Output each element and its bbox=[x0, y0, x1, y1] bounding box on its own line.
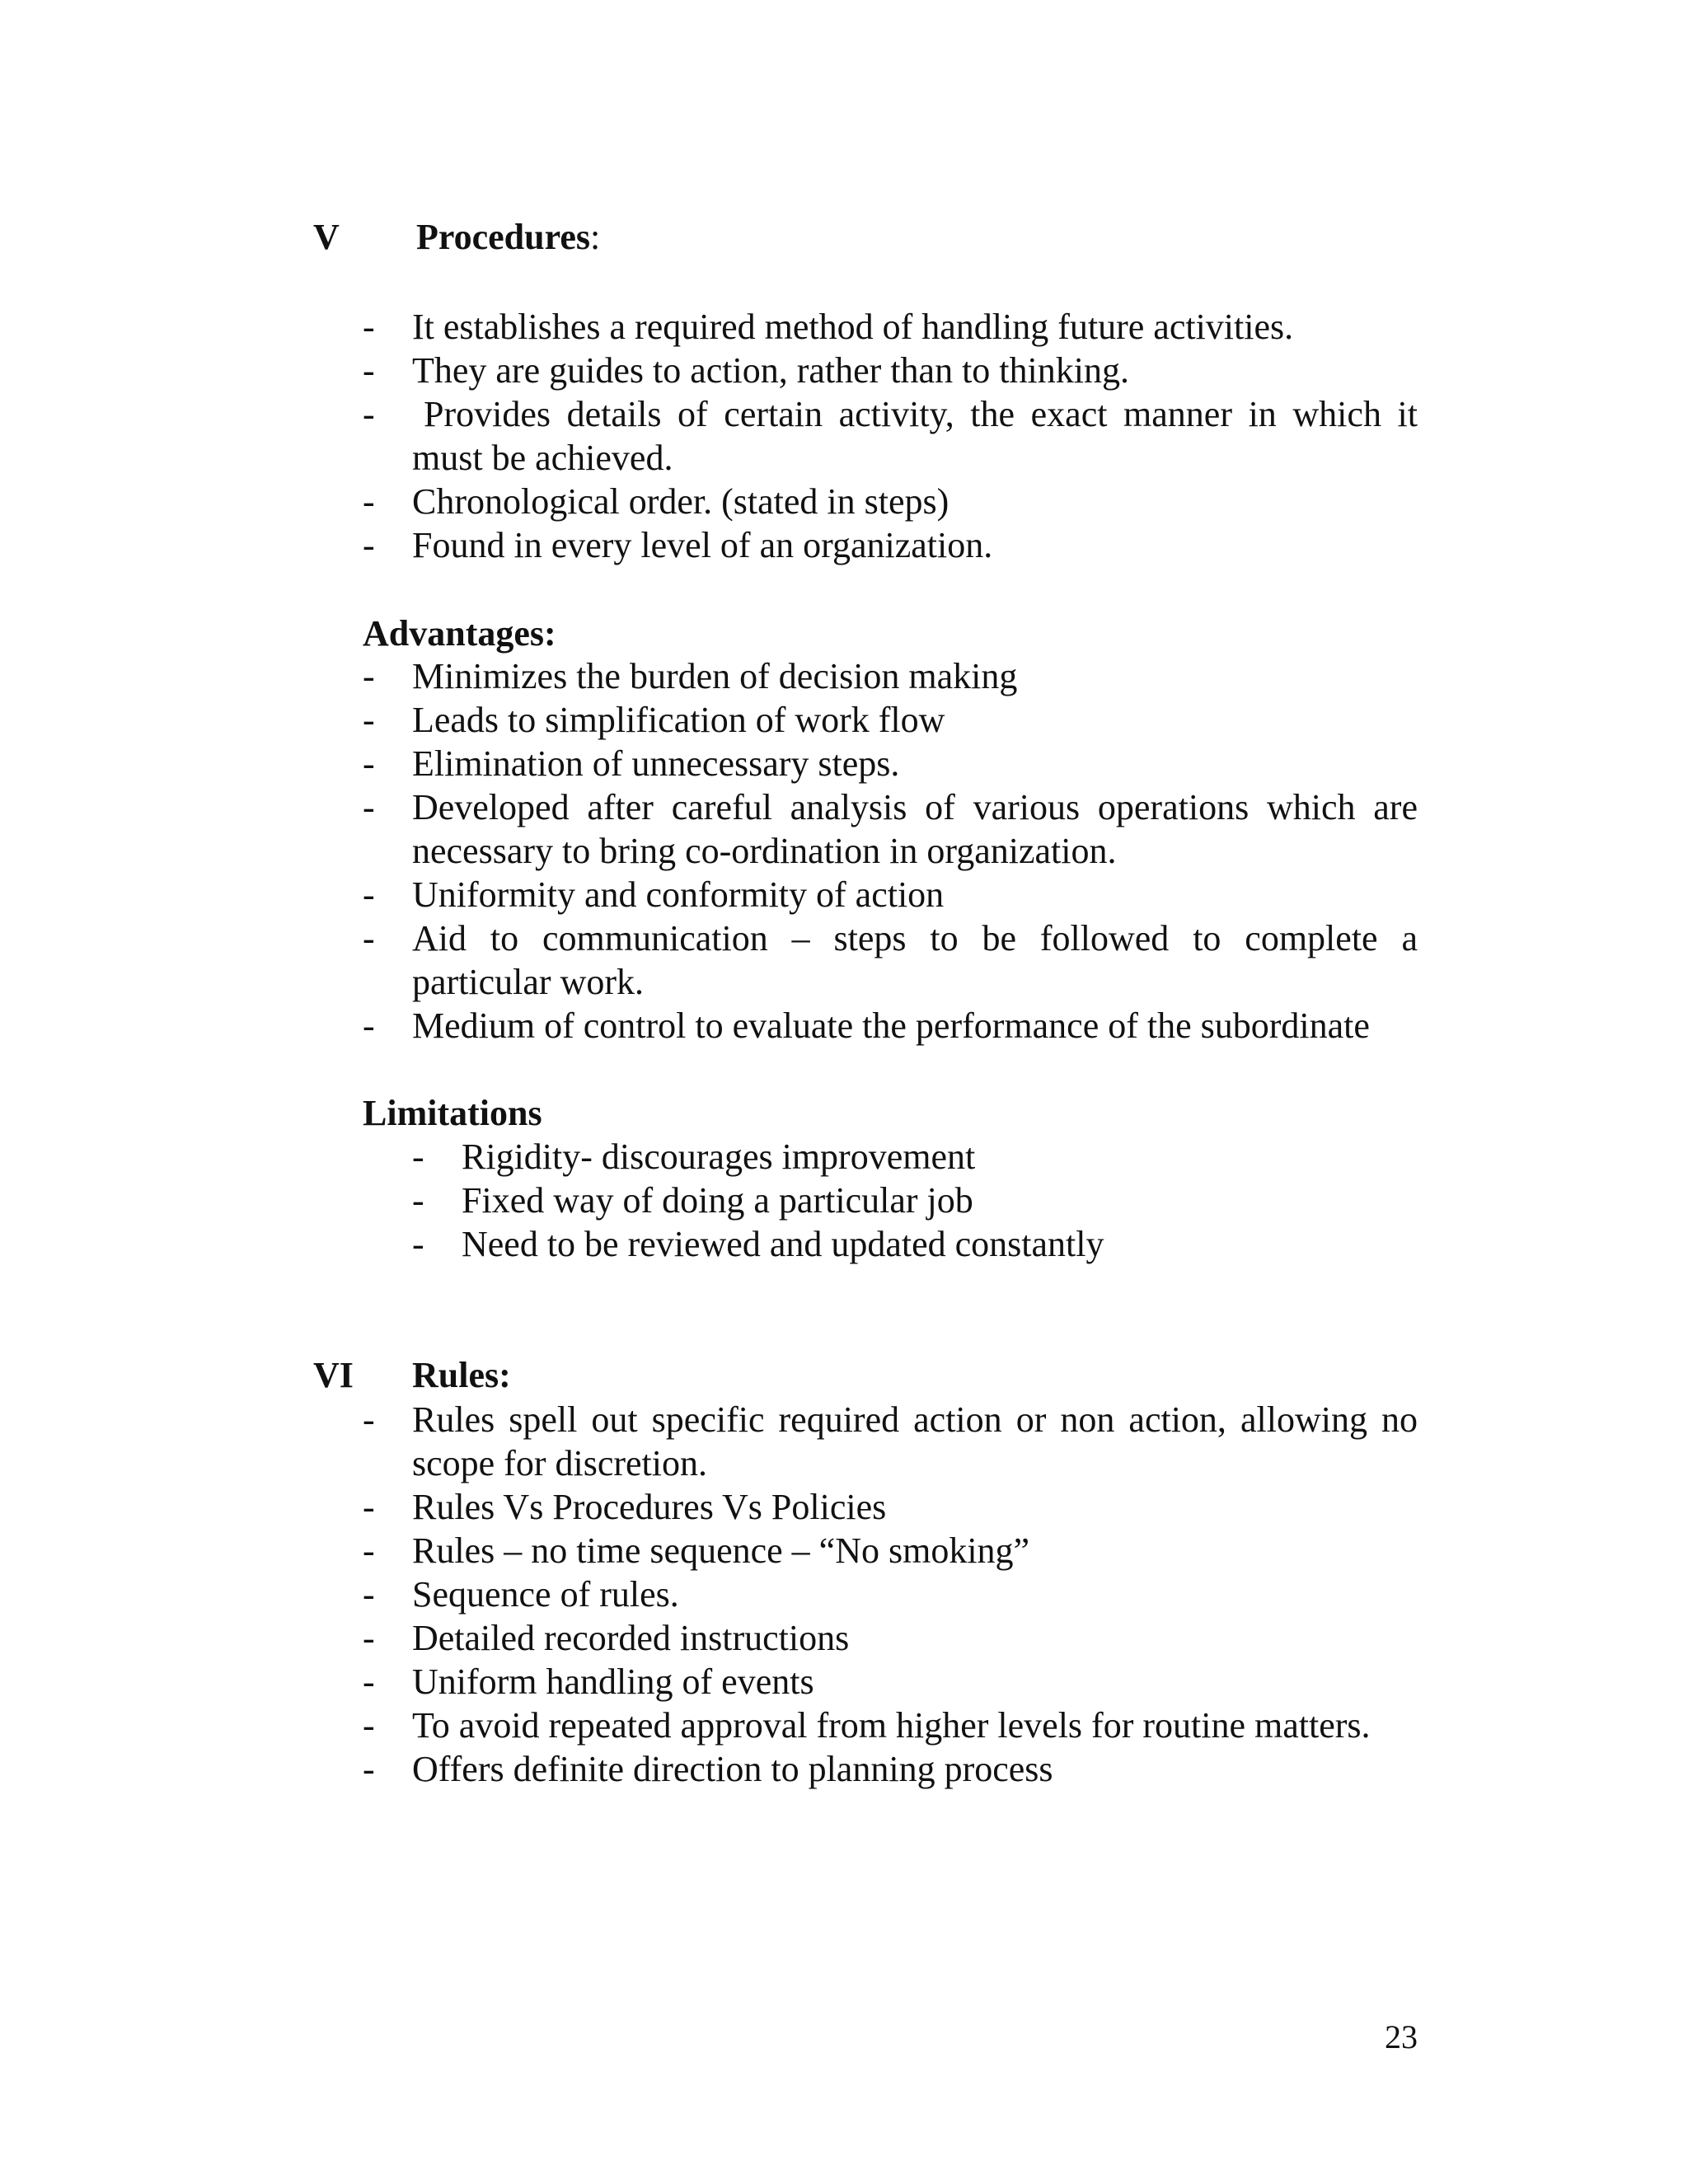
list-item: - They are guides to action, rather than to thinking. bbox=[363, 350, 1129, 391]
list-item: - Rules spell out specific required action or non action, allowing no scope for discretion. bbox=[363, 1399, 1418, 1483]
list-item: - Rules – no time sequence – “No smoking” bbox=[363, 1530, 1030, 1571]
section-numeral: VI bbox=[313, 1355, 354, 1395]
list-item: - Minimizes the burden of decision making bbox=[363, 656, 1018, 696]
list-item: - Medium of control to evaluate the performance of the subordinate bbox=[363, 1005, 1370, 1046]
list-item: - Provides details of certain activity, the exact manner in which it must be achieved. bbox=[363, 394, 1418, 478]
list-item: - Rules Vs Procedures Vs Policies bbox=[363, 1487, 887, 1527]
list-item: - Aid to communication – steps to be followed to complete a particular work. bbox=[363, 918, 1418, 1002]
advantages-heading: Advantages: bbox=[363, 613, 556, 654]
section-heading-rules bbox=[313, 1354, 511, 1396]
list-item: - Fixed way of doing a particular job bbox=[412, 1180, 973, 1221]
list-item: - Uniform handling of events bbox=[363, 1661, 814, 1702]
list-item: - It establishes a required method of handling future activities. bbox=[363, 307, 1294, 347]
rules-list bbox=[363, 1398, 1418, 1791]
list-item: - Leads to simplification of work flow bbox=[363, 700, 945, 740]
list-item: - Found in every level of an organization. bbox=[363, 525, 993, 565]
procedures-list bbox=[363, 305, 1418, 567]
list-item: - Uniformity and conformity of action bbox=[363, 874, 945, 915]
section-heading-procedures bbox=[313, 216, 600, 258]
list-item: - Elimination of unnecessary steps. bbox=[363, 743, 900, 784]
section-numeral: V bbox=[313, 217, 340, 257]
list-item: - Developed after careful analysis of various operations which are necessary to bring co-ordination in organization. bbox=[363, 787, 1418, 871]
list-item: - Rigidity- discourages improvement bbox=[412, 1137, 976, 1177]
limitations-list bbox=[412, 1135, 1418, 1266]
list-item: - Need to be reviewed and updated constantly bbox=[412, 1224, 1104, 1264]
section-title: Rules: bbox=[412, 1355, 511, 1395]
list-item: - To avoid repeated approval from higher levels for routine matters. bbox=[363, 1705, 1371, 1746]
list-item: - Detailed recorded instructions bbox=[363, 1618, 850, 1658]
advantages-list bbox=[363, 654, 1418, 1047]
list-item: - Sequence of rules. bbox=[363, 1574, 679, 1615]
list-item: - Chronological order. (stated in steps) bbox=[363, 481, 950, 522]
limitations-heading: Limitations bbox=[363, 1093, 542, 1133]
page-number: 23 bbox=[1385, 2018, 1418, 2055]
list-item: - Offers definite direction to planning process bbox=[363, 1749, 1053, 1789]
section-title: Procedures bbox=[416, 217, 590, 257]
section-title-colon: : bbox=[590, 217, 601, 257]
